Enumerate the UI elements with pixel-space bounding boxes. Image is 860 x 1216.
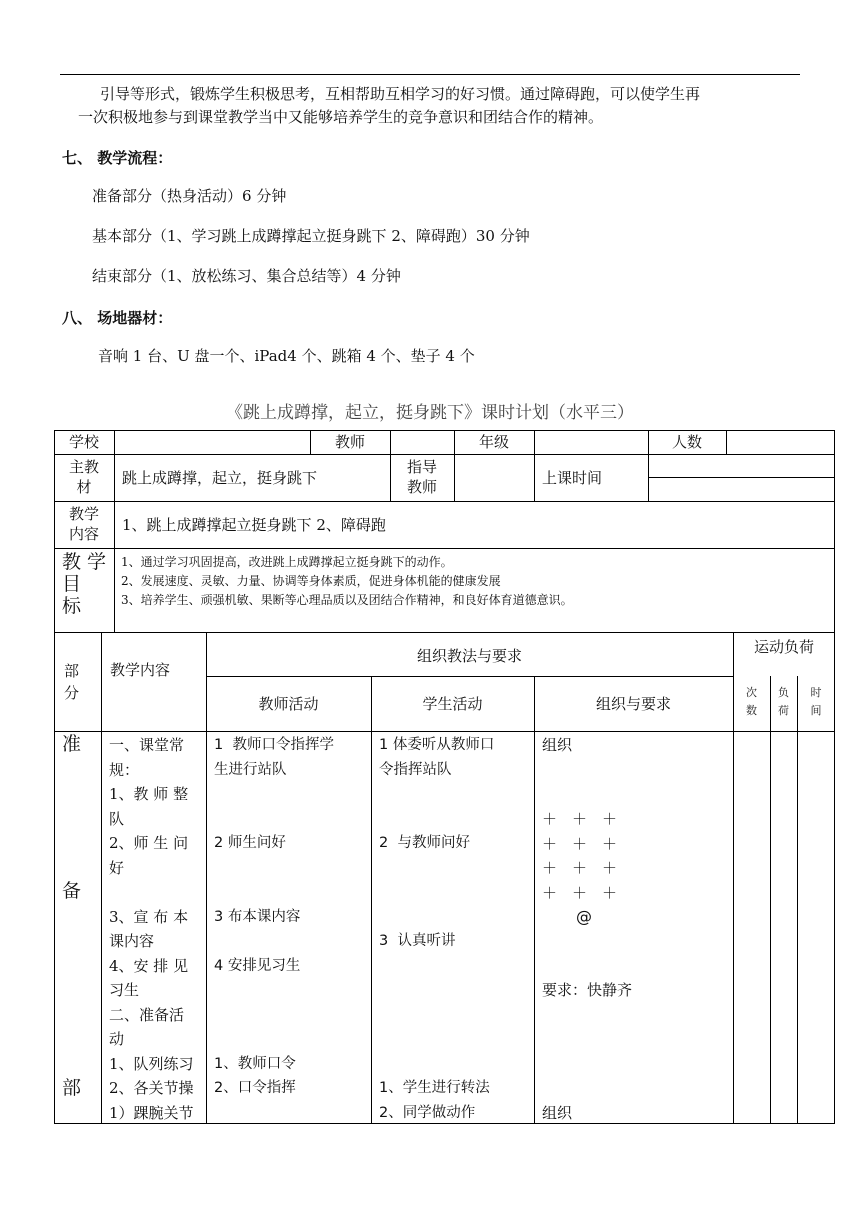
formation-diagram (542, 807, 617, 905)
org-top: 组织 (542, 736, 573, 754)
class-time-label: 上课时间 (542, 469, 603, 487)
org-requirement: 要求：快静齐 (542, 981, 633, 999)
section-7-heading: 七、 教学流程： (62, 149, 173, 167)
section-char-1: 准 (62, 733, 82, 755)
teacher-activity-column: 1 教师口令指挥学 生进行站队 2 师生问好 3 布本课内容 4 安排见习生 1、教师口令 2、口令指挥 (214, 737, 334, 1096)
goal-label: 教 学 目 标 (62, 551, 107, 617)
teacher-mark: @ (576, 907, 592, 926)
student-activity-column: 1 体委听从教师口 令指挥站队 2 与教师问好 3 认真听讲 1、学生进行转法 2、同学做动作 (379, 737, 495, 1121)
formation-row: ＋ ＋ ＋ (542, 834, 618, 853)
flow-item-1: 准备部分（热身活动）6 分钟 (92, 187, 287, 205)
goal-item: 1、通过学习巩固提高，改进跳上成蹲撑起立挺身跳下的动作。 (121, 555, 453, 569)
part-label: 部 分 (64, 662, 80, 702)
intro-line-2: 一次积极地参与到课堂教学当中又能够培养学生的竞争意识和团结合作的精神。 (78, 108, 604, 126)
school-label: 学校 (68, 433, 99, 451)
count-label: 人数 (671, 433, 702, 451)
load-sub-label: 负 荷 (778, 686, 789, 717)
duration-label: 时 间 (810, 686, 822, 717)
teacher-label: 教师 (334, 433, 365, 451)
content-column: 一、课堂常 规： 1、教 师 整 队 2、师 生 问 好 3、宣 布 本 课内容 4、安 排 见 习生 二、准备活 动 1、队列练习 2、各关节操 1）踝腕关节 (109, 736, 194, 1122)
material-label: 主教 材 (68, 458, 99, 496)
org-method-label: 组织教法与要求 (416, 647, 522, 665)
org-req-label: 组织与要求 (595, 695, 671, 713)
section-char-2: 备 (62, 880, 82, 902)
grade-label: 年级 (478, 433, 509, 451)
goal-item: 2、发展速度、灵敏、力量、协调等身体素质，促进身体机能的健康发展 (121, 574, 501, 588)
org-bottom: 组织 (542, 1104, 573, 1122)
plan-title: 《跳上成蹲撑，起立，挺身跳下》课时计划（水平三） (226, 403, 634, 423)
guide-teacher-label: 指导 教师 (406, 458, 437, 496)
student-activity-label: 学生活动 (422, 695, 483, 713)
material-value: 跳上成蹲撑，起立，挺身跳下 (122, 469, 318, 487)
section-8-heading: 八、 场地器材： (62, 309, 173, 327)
goal-item: 3、培养学生、顽强机敏、果断等心理品质以及团结合作精神，和良好体育道德意识。 (121, 593, 573, 607)
times-label: 次 数 (746, 686, 757, 717)
formation-row: ＋ ＋ ＋ (542, 883, 618, 902)
goal-list (121, 553, 573, 610)
load-label: 运动负荷 (753, 638, 814, 656)
top-rule (60, 74, 800, 75)
flow-item-2: 基本部分（1、学习跳上成蹲撑起立挺身跳下 2、障碍跑）30 分钟 (92, 227, 530, 245)
section-char-3: 部 (62, 1077, 82, 1099)
formation-row: ＋ ＋ ＋ (542, 810, 618, 828)
formation-row: ＋ ＋ ＋ (542, 859, 618, 877)
content-label: 教学 内容 (68, 505, 99, 543)
teach-content-label: 教学内容 (110, 661, 171, 679)
teacher-activity-label: 教师活动 (258, 695, 319, 713)
equipment-text: 音响 1 台、U 盘一个、iPad4 个、跳箱 4 个、垫子 4 个 (98, 347, 475, 365)
content-value: 1、跳上成蹲撑起立挺身跳下 2、障碍跑 (122, 516, 386, 534)
intro-line-1: 引导等形式，锻炼学生积极思考，互相帮助互相学习的好习惯。通过障碍跑，可以使学生再 (100, 85, 701, 103)
flow-item-3: 结束部分（1、放松练习、集合总结等）4 分钟 (92, 267, 401, 285)
